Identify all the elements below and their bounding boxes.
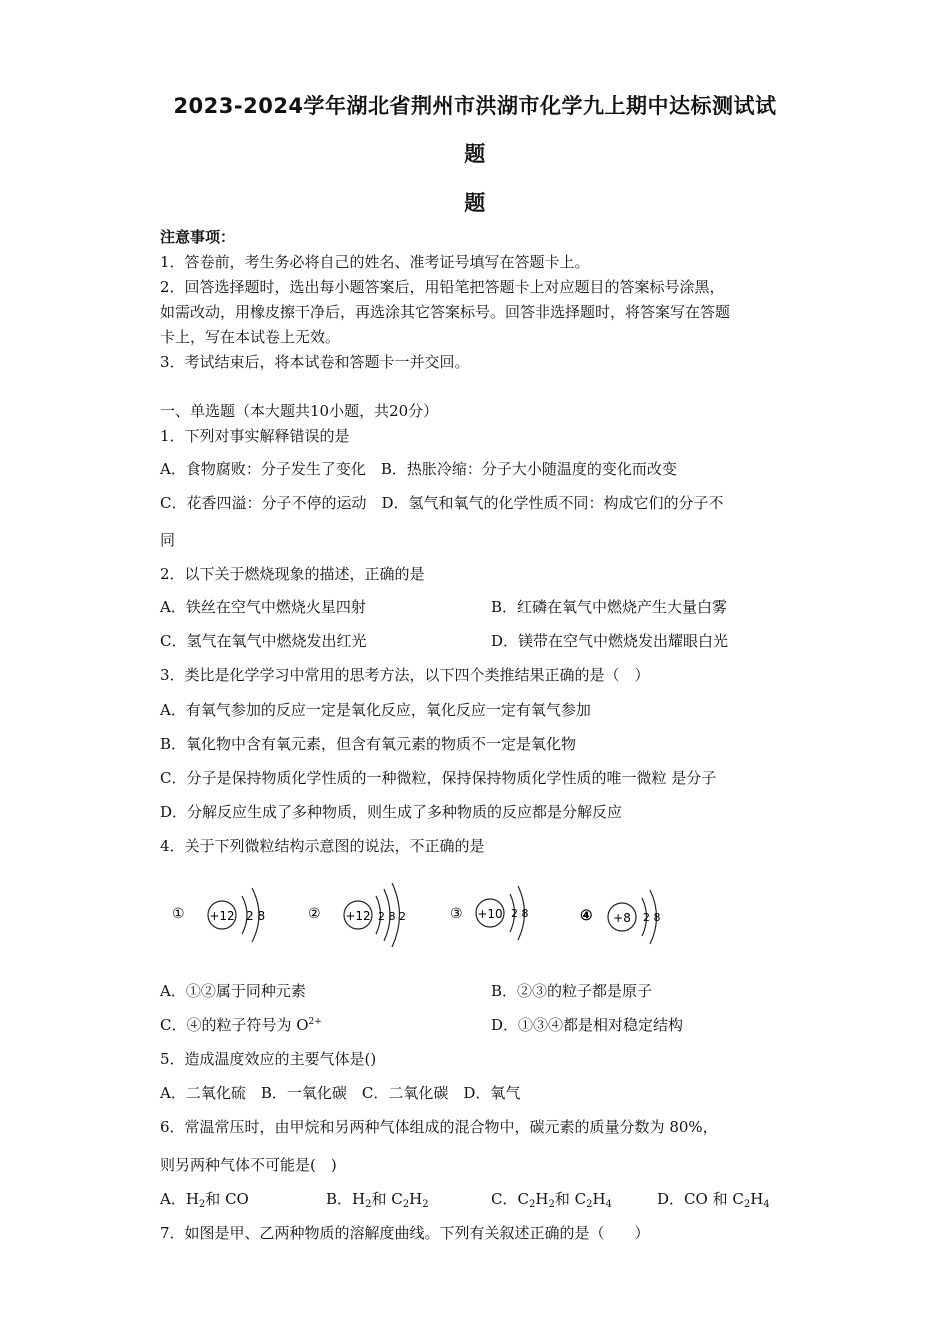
q5-options: A．二氧化硫 B．一氧化碳 C．二氧化碳 D．氧气 [160,1084,521,1102]
q2-stem: 2．以下关于燃烧现象的描述，正确的是 [160,565,425,583]
atom-diagram-4-label: ④ [580,908,593,924]
notice-item-2a: 2．回答选择题时，选出每小题答案后，用铅笔把答题卡上对应题目的答案标号涂黑， [160,278,725,296]
atom-diagram-2-nucleus: +12 [345,909,371,923]
q6-stem-line2: 则另两种气体不可能是( ) [160,1156,337,1174]
q1-options-line2: C．花香四溢：分子不停的运动 D．氢气和氧气的化学性质不同：构成它们的分子不 [160,494,724,512]
atom-diagram-1-label: ① [172,906,185,922]
atom-diagram-3-shells: 2 8 [511,907,529,920]
notice-item-2c: 卡上，写在本试卷上无效。 [160,328,341,346]
q3-option-a: A．有氧气参加的反应一定是氧化反应，氧化反应一定有氧气参加 [160,701,591,719]
atom-diagram-2 [308,880,418,950]
q1-stem: 1．下列对事实解释错误的是 [160,427,350,445]
atom-diagram-2-label: ② [308,906,321,922]
atom-diagram-4-nucleus: +8 [613,911,631,925]
exam-title-line1: 2023-2024学年湖北省荆州市洪湖市化学九上期中达标测试试 [173,94,777,118]
q4-stem: 4．关于下列微粒结构示意图的说法，不正确的是 [160,837,485,855]
notice-heading: 注意事项： [160,228,236,246]
q5-stem: 5．造成温度效应的主要气体是() [160,1050,377,1068]
q6-option-a: A．$H_2$和 CO [160,1190,249,1210]
section-heading: 一、单选题（本大题共10小题，共20分） [160,402,439,420]
exam-title-line3: 题 [464,191,486,215]
q1-options-line3: 同 [160,531,176,549]
atom-diagram-4 [580,880,690,950]
atom-diagram-3-label: ③ [450,906,463,922]
q4-option-c [160,1015,322,1035]
atom-diagram-4-shells: 2 8 [643,911,661,924]
atom-diagram-1-shells: 2 8 [246,909,266,923]
exam-title-line2: 题 [464,142,486,166]
atom-diagram-2-shells: 2 8 2 [378,910,406,923]
q6-option-c: C．$C_2H_2$和 $C_2H_4$ [491,1190,612,1210]
q3-stem: 3．类比是化学学习中常用的思考方法，以下四个类推结果正确的是（ ） [160,666,650,684]
q6-option-d: D．CO 和 $C_2H_4$ [657,1190,770,1210]
q3-option-b: B．氧化物中含有氧元素，但含有氧元素的物质不一定是氧化物 [160,735,577,753]
q4-option-b: B．②③的粒子都是原子 [491,982,653,1000]
q2-option-c: C．氢气在氧气中燃烧发出红光 [160,632,367,650]
notice-item-1: 1．答卷前，考生务必将自己的姓名、准考证号填写在答题卡上。 [160,253,590,271]
q6-option-b: B．$H_2$和 $C_2H_2$ [326,1190,429,1210]
q4-option-c-text: C．④的粒子符号为 O [160,1016,309,1034]
q2-option-b: B．红磷在氧气中燃烧产生大量白雾 [491,598,728,616]
q4-option-c-charge: 2+ [308,1017,322,1027]
q2-option-a: A．铁丝在空气中燃烧火星四射 [160,598,366,616]
atom-diagram-3 [450,880,560,950]
atom-diagram-1 [172,880,282,950]
q3-option-d: D．分解反应生成了多种物质，则生成了多种物质的反应都是分解反应 [160,803,623,821]
q6-stem-line1: 6．常温常压时，由甲烷和另两种气体组成的混合物中，碳元素的质量分数为 80%， [160,1118,718,1136]
q1-options-line1: A．食物腐败：分子发生了变化 B．热胀冷缩：分子大小随温度的变化而改变 [160,460,677,478]
atom-diagram-3-nucleus: +10 [477,907,503,921]
q3-option-c: C．分子是保持物质化学性质的一种微粒，保持保持物质化学性质的唯一微粒 是分子 [160,769,717,787]
q4-option-a: A．①②属于同种元素 [160,982,306,1000]
notice-item-3: 3．考试结束后，将本试卷和答题卡一并交回。 [160,353,470,371]
q7-stem: 7．如图是甲、乙两种物质的溶解度曲线。下列有关叙述正确的是（ ） [160,1224,650,1242]
q2-option-d: D．镁带在空气中燃烧发出耀眼白光 [491,632,729,650]
q4-option-d: D．①③④都是相对稳定结构 [491,1016,684,1034]
atom-diagram-1-nucleus: +12 [209,909,235,923]
notice-item-2b: 如需改动，用橡皮擦干净后，再选涂其它答案标号。回答非选择题时，将答案写在答题 [160,303,731,321]
